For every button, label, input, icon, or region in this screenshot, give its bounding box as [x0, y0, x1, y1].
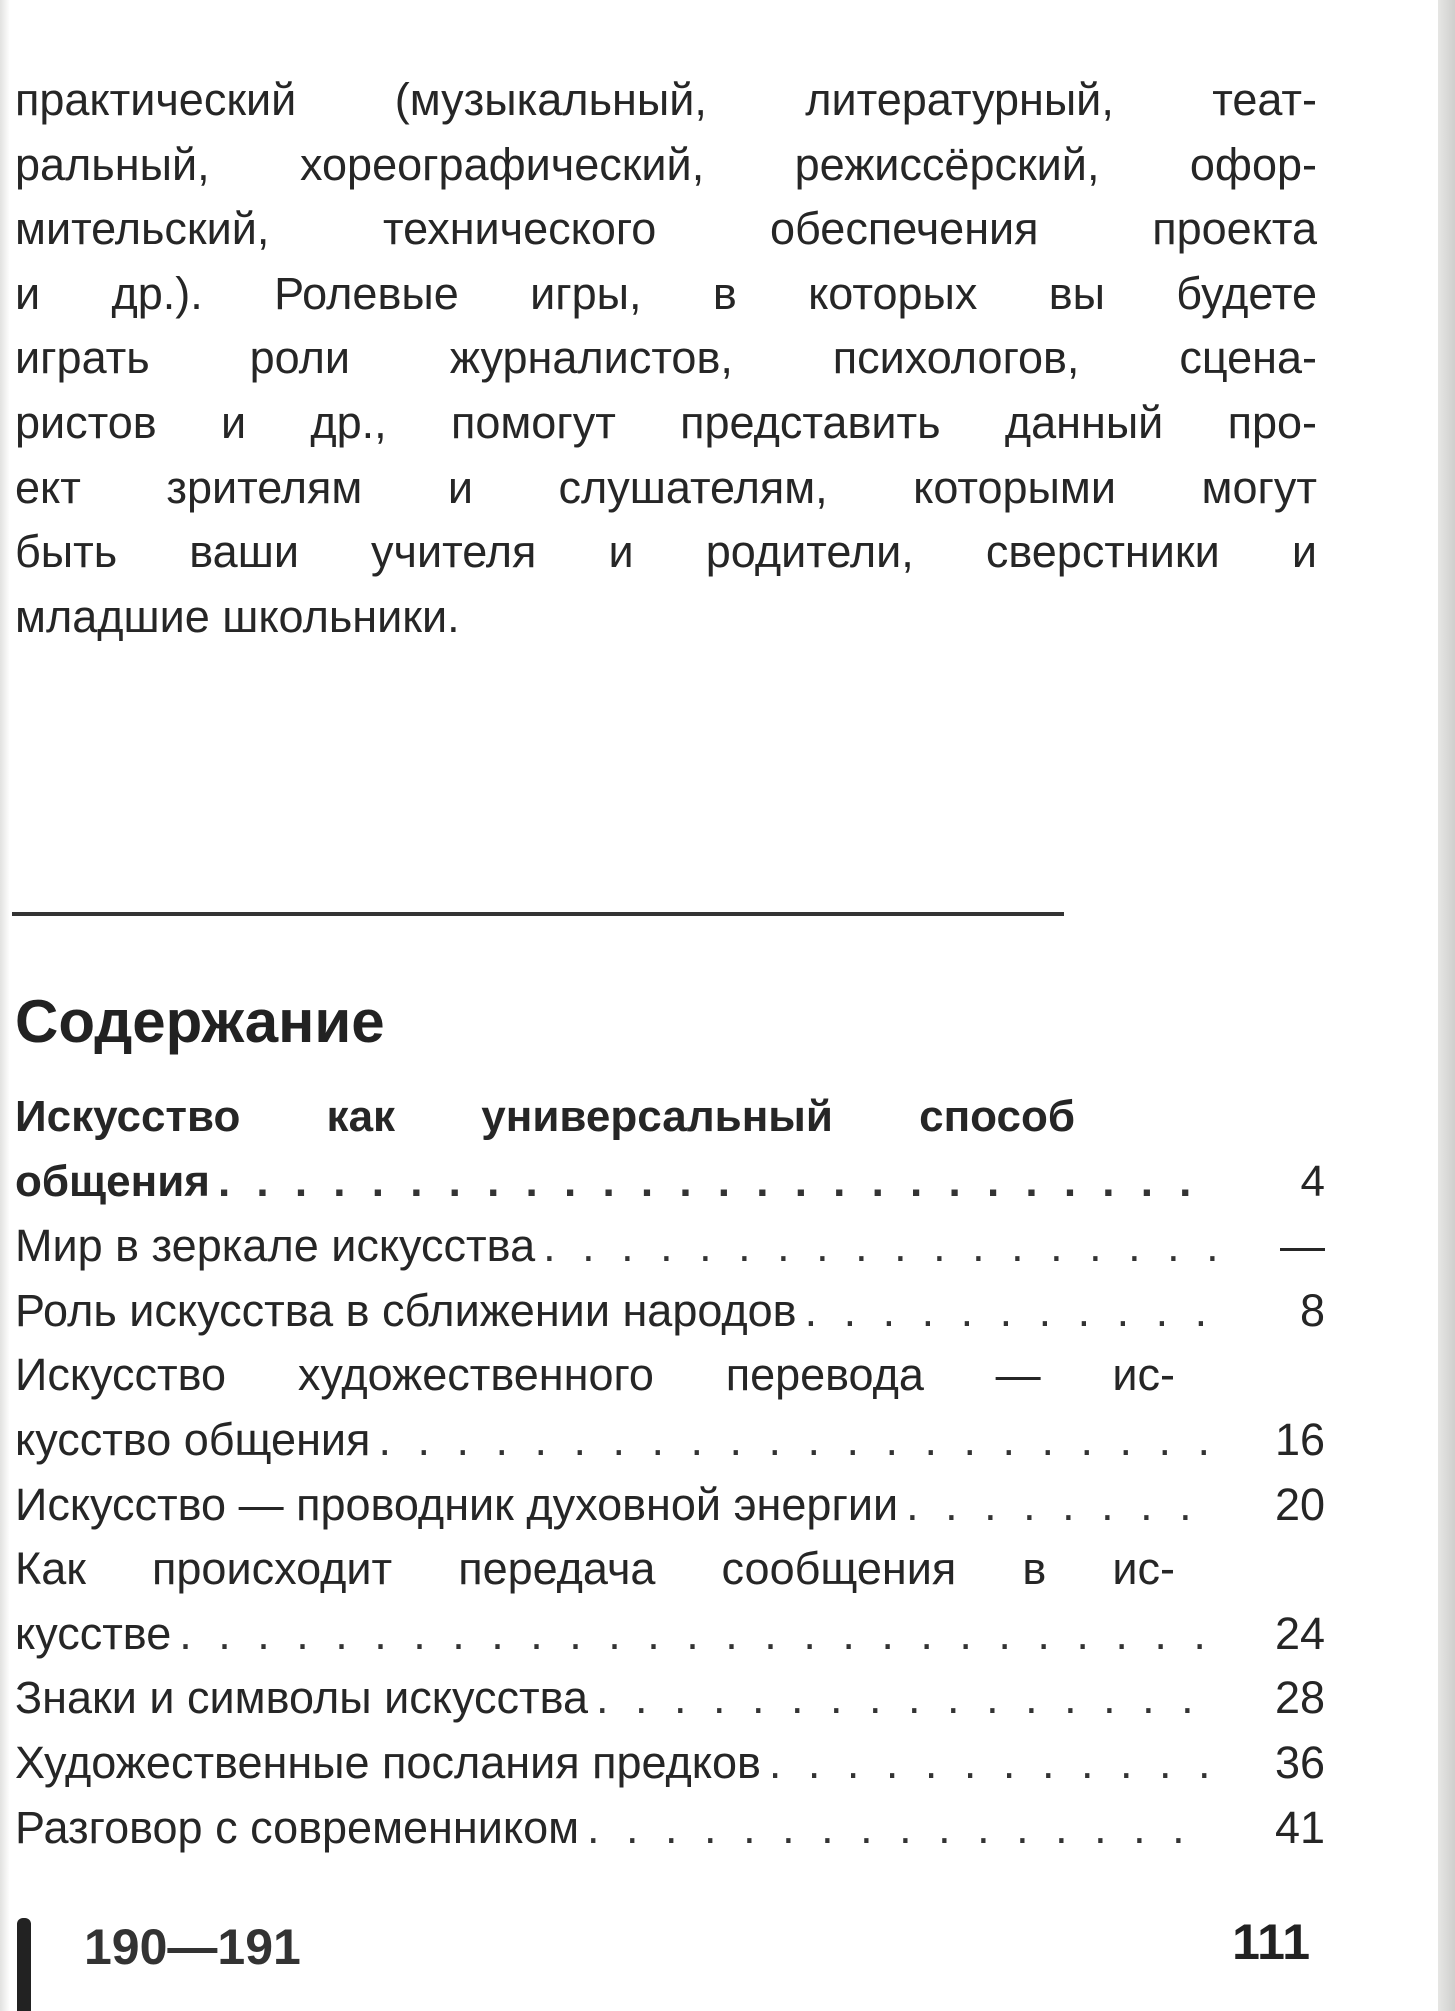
- dot-leader: [587, 1796, 1215, 1861]
- toc-entry: [15, 1408, 1325, 1473]
- dot-leader: [596, 1666, 1215, 1731]
- dot-leader: [179, 1602, 1215, 1667]
- toc-entry-title: Художественные послания предков: [15, 1736, 761, 1788]
- body-paragraph: [15, 68, 1317, 649]
- toc-entry: [15, 1473, 1325, 1538]
- footer-section-pages: 190—191: [84, 1919, 301, 1975]
- paragraph-line: ральный, хореографический, режиссёрский, офор-: [15, 138, 1317, 190]
- paragraph-line: младшие школьники.: [15, 590, 460, 642]
- toc-section-title: [15, 1085, 1325, 1150]
- toc-entry-title: Мир в зеркале искусства: [15, 1220, 536, 1272]
- toc-entry-title: Разговор с современником: [15, 1801, 580, 1853]
- dot-leader: [805, 1279, 1215, 1344]
- toc-entry-wrap-line: [15, 1343, 1325, 1408]
- paragraph-line: быть ваши учителя и родители, сверстники и: [15, 526, 1317, 578]
- toc-entry: [15, 1214, 1325, 1279]
- toc-entry-title: Знаки и символы искусства: [15, 1672, 589, 1724]
- toc-entry: [15, 1666, 1325, 1731]
- dot-leader: [906, 1473, 1215, 1538]
- toc-page-number: 36: [1274, 1736, 1325, 1788]
- toc-entry-title: кусство общения: [15, 1413, 371, 1465]
- paragraph-line: мительский, технического обеспечения проекта: [15, 203, 1317, 255]
- paragraph-line: ристов и др., помогут представить данный про-: [15, 396, 1317, 448]
- toc-entry-title: Искусство — проводник духовной энергии: [15, 1478, 899, 1530]
- toc-entry: [15, 1150, 1325, 1215]
- paragraph-line: играть роли журналистов, психологов, сцена-: [15, 332, 1317, 384]
- horizontal-rule: [12, 912, 1064, 916]
- toc-entry: [15, 1731, 1325, 1796]
- paragraph-line: ект зрителям и слушателям, которыми могут: [15, 461, 1317, 513]
- paragraph-line: практический (музыкальный, литературный, теат-: [15, 74, 1317, 125]
- dot-leader: [378, 1408, 1215, 1473]
- toc-section-title-line1: Искусство как универсальный способ: [15, 1092, 1075, 1141]
- toc-page-number: 16: [1274, 1413, 1325, 1465]
- page-gutter-shadow: [0, 0, 10, 2011]
- toc-heading: Содержание: [15, 988, 385, 1055]
- toc-entry: [15, 1602, 1325, 1667]
- dot-leader: [769, 1731, 1215, 1796]
- toc-page-number: —: [1280, 1220, 1325, 1272]
- page-edge-shadow: [1438, 0, 1455, 2011]
- toc-entry-title: Роль искусства в сближении народов: [15, 1284, 797, 1336]
- toc-entry-title: общения: [15, 1156, 210, 1206]
- table-of-contents: [15, 1085, 1325, 1860]
- paragraph-line: и др.). Ролевые игры, в которых вы будете: [15, 267, 1317, 319]
- dot-leader: [543, 1214, 1215, 1279]
- toc-page-number: 20: [1274, 1478, 1325, 1530]
- toc-page-number: 28: [1274, 1672, 1325, 1724]
- toc-entry-wrap-line: [15, 1537, 1325, 1602]
- toc-entry: [15, 1796, 1325, 1861]
- toc-entry-title-line1: Как происходит передача сообщения в ис-: [15, 1543, 1175, 1595]
- toc-page-number: 4: [1300, 1156, 1325, 1206]
- page-number: 111: [1232, 1914, 1310, 1970]
- toc-entry-title-line1: Искусство художественного перевода — ис-: [15, 1349, 1175, 1401]
- footer-marker-bar: [17, 1918, 31, 2011]
- dot-leader: [218, 1150, 1215, 1215]
- toc-page-number: 41: [1274, 1801, 1325, 1853]
- toc-entry-title: кусстве: [15, 1607, 172, 1659]
- toc-page-number: 8: [1299, 1284, 1325, 1336]
- toc-entry: [15, 1279, 1325, 1344]
- toc-page-number: 24: [1274, 1607, 1325, 1659]
